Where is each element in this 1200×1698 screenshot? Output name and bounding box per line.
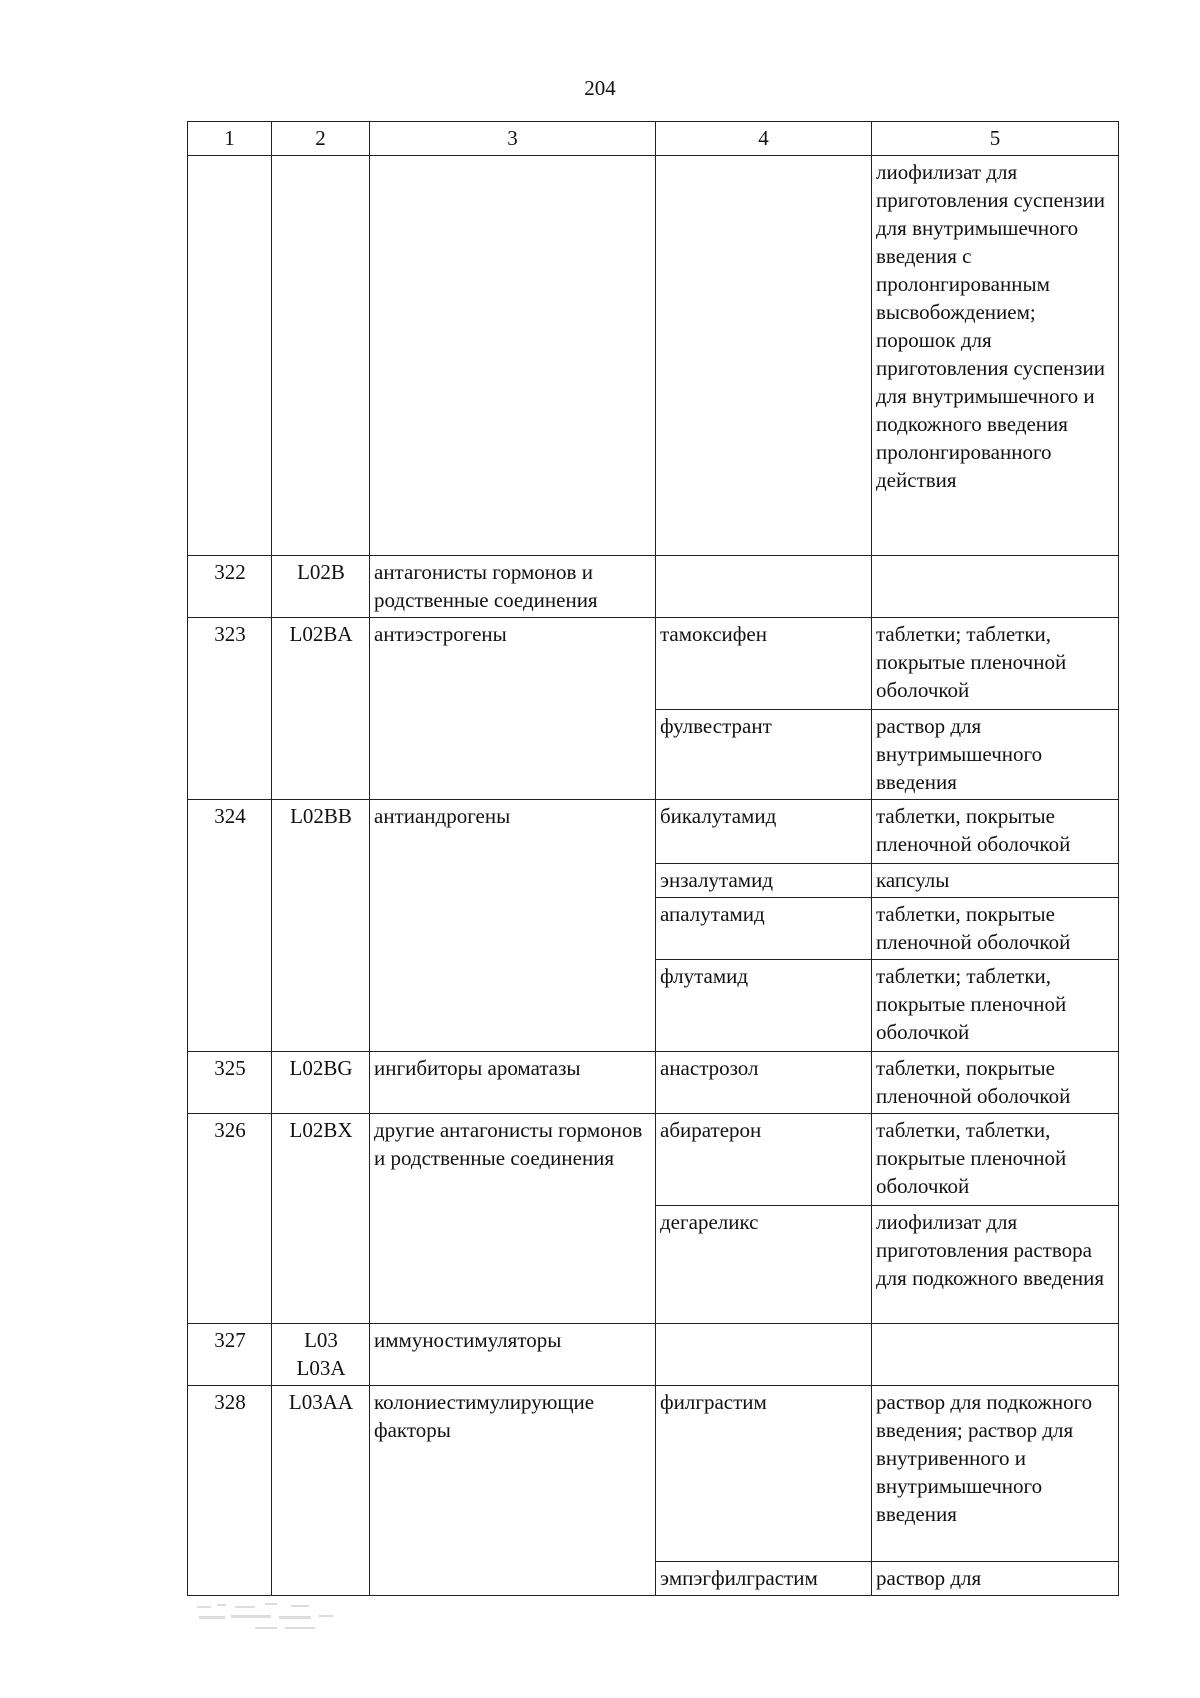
cell-empty — [370, 156, 656, 556]
drug-table — [187, 121, 1119, 1596]
drug-name-cell: тамоксифен — [656, 618, 872, 710]
drug-name-cell: анастрозол — [656, 1052, 872, 1114]
dosage-form-cell: раствор для внутримышечного введения — [872, 710, 1119, 800]
drug-name-cell: энзалутамид — [656, 864, 872, 898]
cell-empty — [188, 156, 272, 556]
scan-stamp-smudge — [195, 1600, 385, 1638]
column-header-5: 5 — [872, 122, 1119, 156]
dosage-form-cell: таблетки; таблетки, покрытые пленочной оболочкой — [872, 960, 1119, 1052]
scan-smudge-graphic — [195, 1600, 385, 1638]
atc-code-cell: L02B — [272, 556, 370, 618]
table-row-322 — [188, 556, 1119, 618]
page-number: 204 — [584, 76, 616, 100]
row-number-cell: 326 — [188, 1114, 272, 1324]
drug-name-cell: апалутамид — [656, 898, 872, 960]
atc-code-line: L03A — [296, 1356, 346, 1380]
dosage-form-cell: капсулы — [872, 864, 1119, 898]
dosage-form-cell: лиофилизат для приготовления суспензии для внутримышечного введения с пролонгированным высвобождением; порошок для приготовления суспензии для внутримышечного и подкожного введения пролонгированного действия — [872, 156, 1119, 556]
group-name-cell: ингибиторы ароматазы — [370, 1052, 656, 1114]
atc-code-cell: L02BG — [272, 1052, 370, 1114]
dosage-form-cell: раствор для подкожного введения; раствор для внутривенного и внутримышечного введения — [872, 1386, 1119, 1562]
table-row-325 — [188, 1052, 1119, 1114]
dosage-form-cell: лиофилизат для приготовления раствора для подкожного введения — [872, 1206, 1119, 1324]
table-row-326 — [188, 1114, 1119, 1206]
atc-code-cell — [272, 1324, 370, 1386]
column-header-1: 1 — [188, 122, 272, 156]
dosage-form-cell: таблетки, таблетки, покрытые пленочной оболочкой — [872, 1114, 1119, 1206]
table-header-row — [188, 122, 1119, 156]
group-name-cell: иммуностимуляторы — [370, 1324, 656, 1386]
drug-name-cell: филграстим — [656, 1386, 872, 1562]
row-number-cell: 328 — [188, 1386, 272, 1596]
atc-code-cell: L02BX — [272, 1114, 370, 1324]
drug-name-cell: дегареликс — [656, 1206, 872, 1324]
drug-name-cell: эмпэгфилграстим — [656, 1562, 872, 1596]
cell-empty — [656, 1324, 872, 1386]
column-header-4: 4 — [656, 122, 872, 156]
group-name-cell: колониестимулирующие факторы — [370, 1386, 656, 1596]
row-number-cell: 324 — [188, 800, 272, 1052]
atc-code-cell: L03AA — [272, 1386, 370, 1596]
table-row-327 — [188, 1324, 1119, 1386]
table-row-323 — [188, 618, 1119, 710]
cell-empty — [656, 156, 872, 556]
group-name-cell: антиандрогены — [370, 800, 656, 1052]
drug-name-cell: фулвестрант — [656, 710, 872, 800]
row-number-cell: 322 — [188, 556, 272, 618]
row-number-cell: 325 — [188, 1052, 272, 1114]
dosage-form-cell: таблетки, покрытые пленочной оболочкой — [872, 800, 1119, 864]
cell-empty — [872, 1324, 1119, 1386]
drug-name-cell: абиратерон — [656, 1114, 872, 1206]
cell-empty — [872, 556, 1119, 618]
dosage-form-cell: раствор для — [872, 1562, 1119, 1596]
row-number-cell: 323 — [188, 618, 272, 800]
atc-code-cell: L02BB — [272, 800, 370, 1052]
dosage-form-cell: таблетки, покрытые пленочной оболочкой — [872, 1052, 1119, 1114]
atc-code-cell: L02BA — [272, 618, 370, 800]
atc-code-line: L03 — [304, 1328, 338, 1352]
table-row-324 — [188, 800, 1119, 864]
cell-empty — [272, 156, 370, 556]
drug-name-cell: бикалутамид — [656, 800, 872, 864]
row-number-cell: 327 — [188, 1324, 272, 1386]
group-name-cell: антагонисты гормонов и родственные соединения — [370, 556, 656, 618]
table-row-continuation — [188, 156, 1119, 556]
table-row-328 — [188, 1386, 1119, 1562]
group-name-cell: антиэстрогены — [370, 618, 656, 800]
dosage-form-cell: таблетки; таблетки, покрытые пленочной оболочкой — [872, 618, 1119, 710]
cell-empty — [656, 556, 872, 618]
group-name-cell: другие антагонисты гормонов и родственные соединения — [370, 1114, 656, 1324]
column-header-3: 3 — [370, 122, 656, 156]
column-header-2: 2 — [272, 122, 370, 156]
dosage-form-cell: таблетки, покрытые пленочной оболочкой — [872, 898, 1119, 960]
drug-name-cell: флутамид — [656, 960, 872, 1052]
